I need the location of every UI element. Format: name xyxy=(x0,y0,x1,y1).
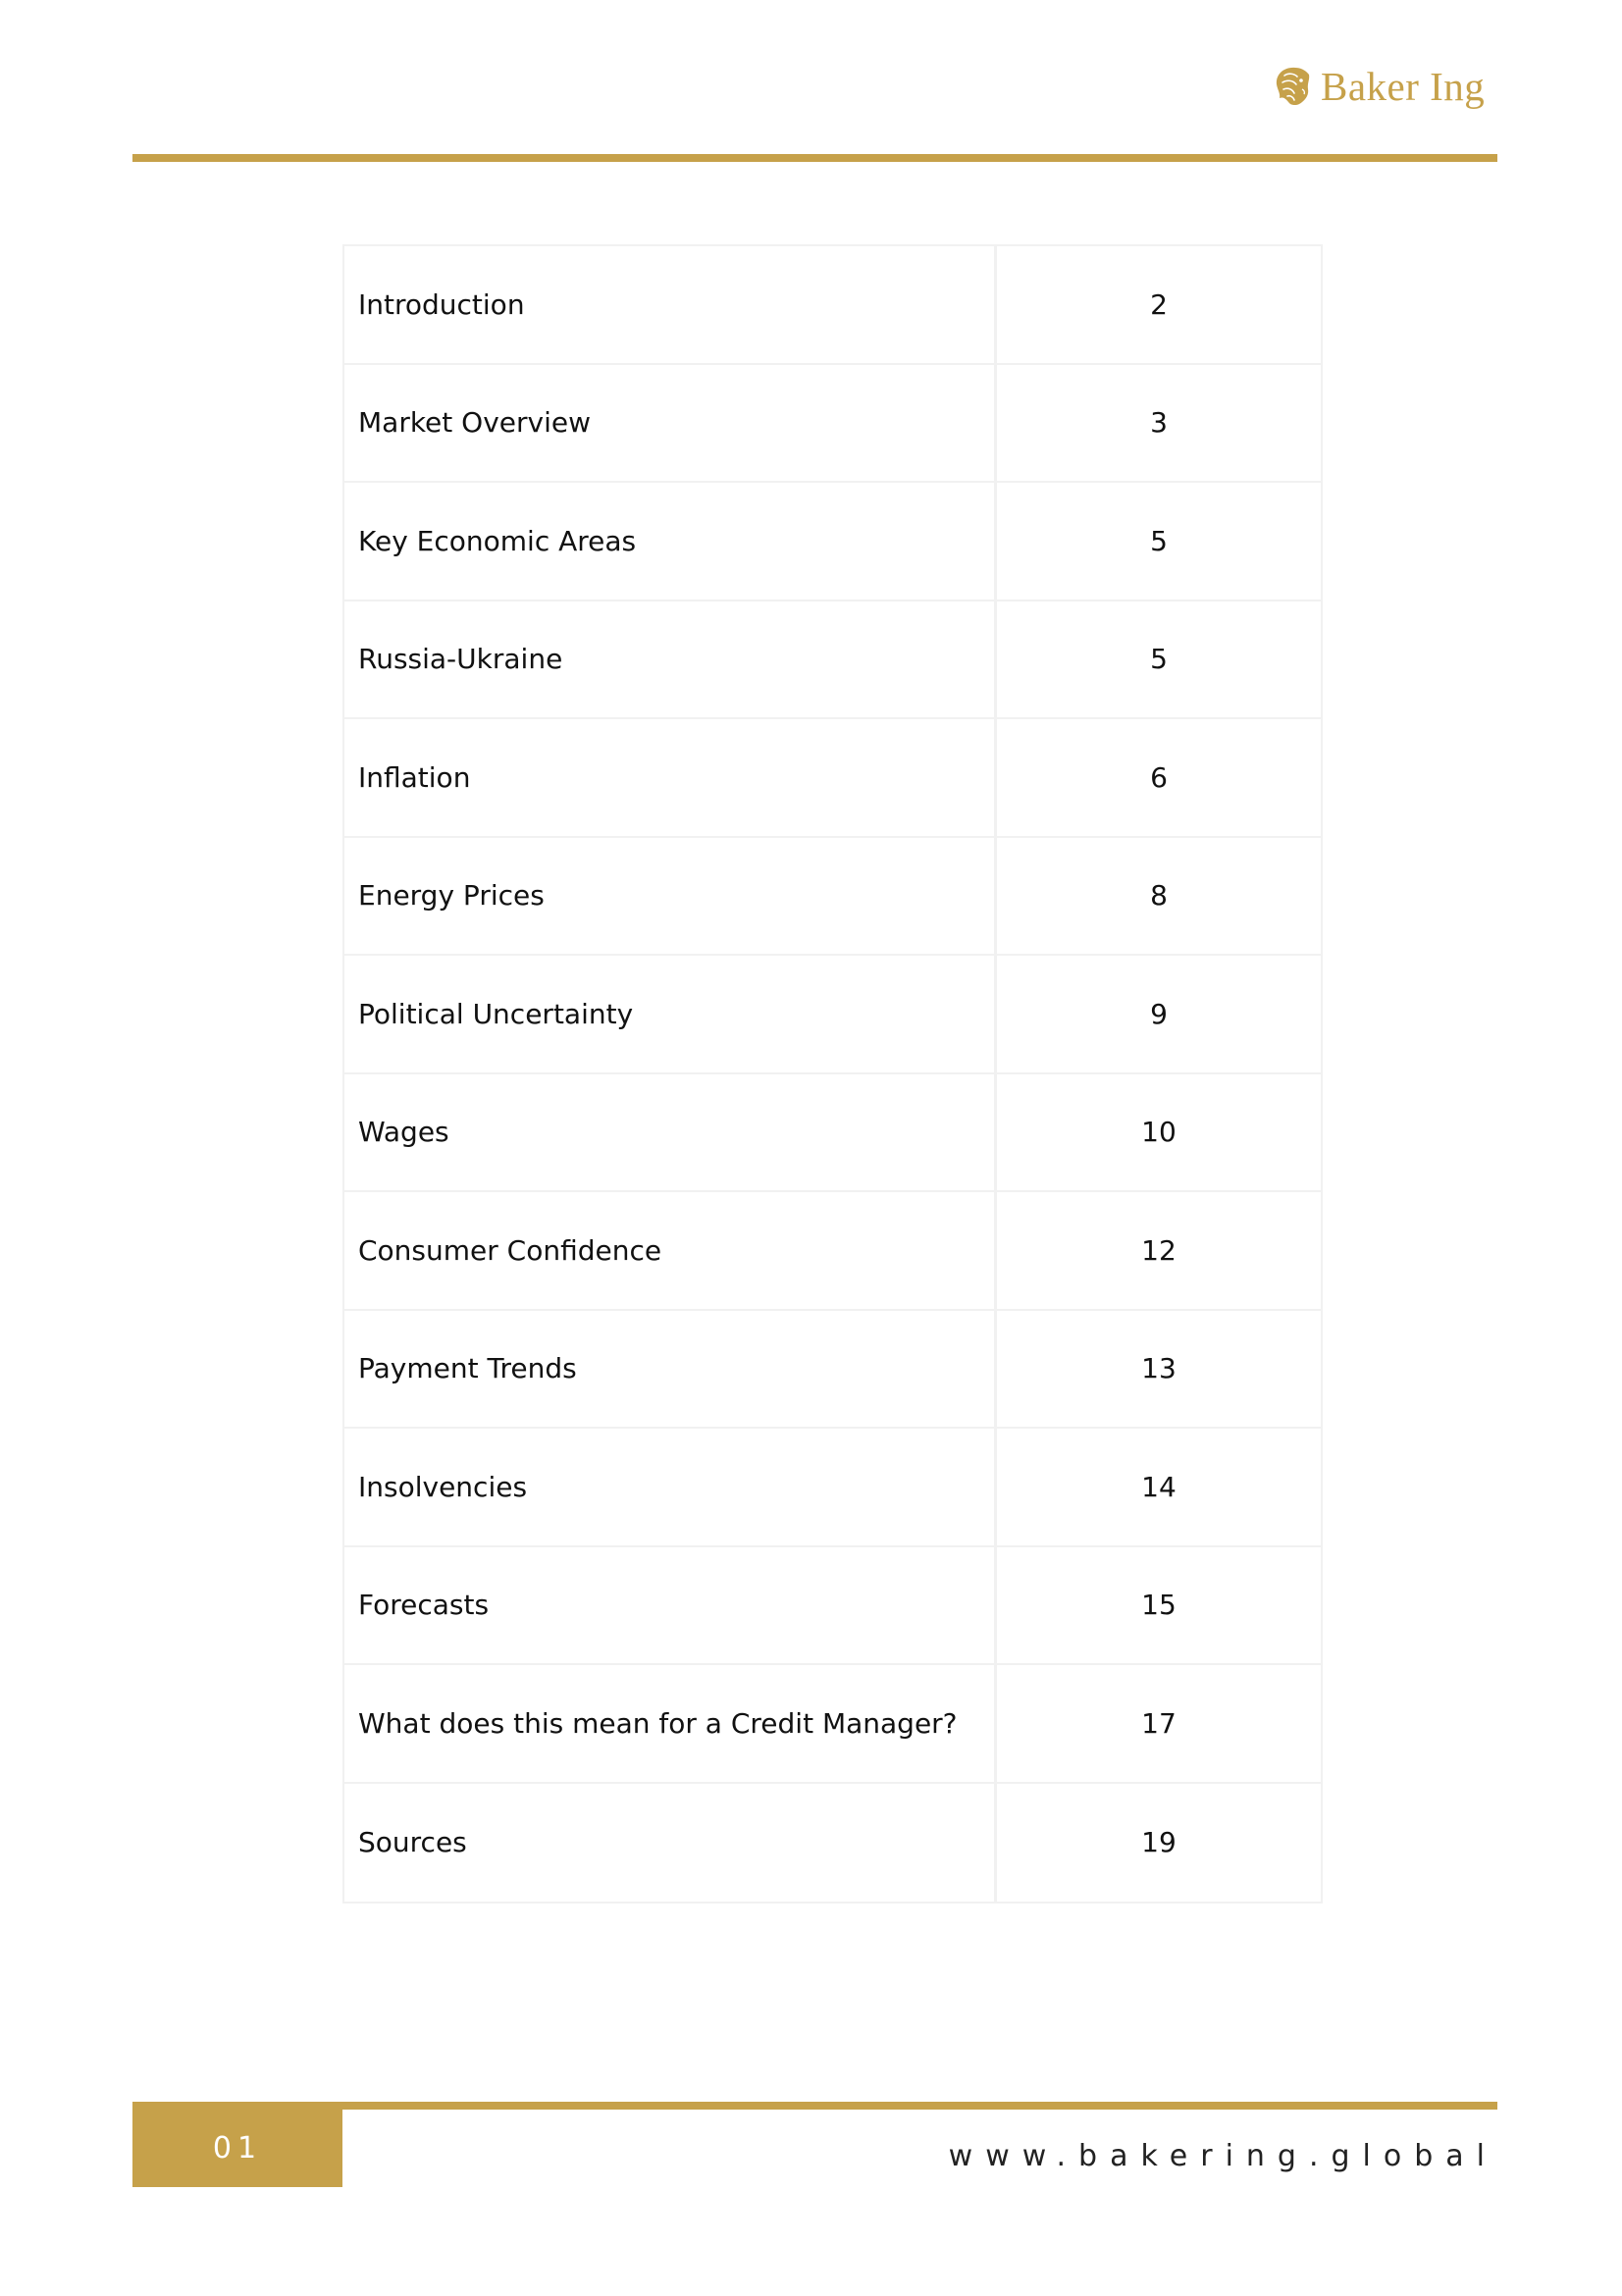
brand-logo xyxy=(1272,57,1485,116)
toc-row[interactable] xyxy=(344,1547,1321,1666)
toc-entry-title: Key Economic Areas xyxy=(344,483,997,600)
toc-entry-page: 5 xyxy=(1150,643,1168,676)
toc-entry-page: 12 xyxy=(1141,1233,1177,1267)
toc-row[interactable] xyxy=(344,1429,1321,1547)
page-number-box xyxy=(132,2102,342,2187)
toc-entry-title: What does this mean for a Credit Manager? xyxy=(344,1665,997,1782)
toc-entry-title: Forecasts xyxy=(344,1547,997,1664)
toc-entry-title: Sources xyxy=(344,1784,997,1903)
toc-row[interactable] xyxy=(344,719,1321,838)
toc-entry-title: Inflation xyxy=(344,719,997,836)
toc-entry-page: 2 xyxy=(1150,287,1168,321)
toc-entry-title: Wages xyxy=(344,1074,997,1191)
toc-row[interactable] xyxy=(344,483,1321,601)
toc-entry-page: 19 xyxy=(1141,1826,1177,1859)
toc-entry-title: Market Overview xyxy=(344,365,997,482)
toc-entry-page: 13 xyxy=(1141,1352,1177,1385)
toc-row[interactable] xyxy=(344,1192,1321,1311)
toc-entry-title: Introduction xyxy=(344,246,997,363)
toc-row[interactable] xyxy=(344,365,1321,484)
toc-entry-title: Payment Trends xyxy=(344,1311,997,1428)
toc-row[interactable] xyxy=(344,1784,1321,1903)
toc-entry-page: 10 xyxy=(1141,1116,1177,1149)
toc-row[interactable] xyxy=(344,246,1321,365)
toc-entry-title: Consumer Confidence xyxy=(344,1192,997,1309)
toc-entry-page: 5 xyxy=(1150,524,1168,557)
toc-entry-page: 8 xyxy=(1150,879,1168,913)
toc-row[interactable] xyxy=(344,1665,1321,1784)
toc-row[interactable] xyxy=(344,1074,1321,1193)
toc-entry-page: 9 xyxy=(1150,997,1168,1030)
toc-entry-title: Insolvencies xyxy=(344,1429,997,1545)
toc-row[interactable] xyxy=(344,956,1321,1074)
toc-entry-page: 14 xyxy=(1141,1470,1177,1503)
toc-entry-title: Energy Prices xyxy=(344,838,997,955)
table-of-contents xyxy=(342,244,1323,1904)
toc-row[interactable] xyxy=(344,601,1321,720)
toc-entry-page: 3 xyxy=(1150,406,1168,440)
toc-entry-page: 15 xyxy=(1141,1589,1177,1622)
toc-entry-page: 6 xyxy=(1150,760,1168,794)
toc-entry-page: 17 xyxy=(1141,1706,1177,1740)
lion-head-icon xyxy=(1272,64,1313,109)
brand-name: Baker Ing xyxy=(1321,64,1486,109)
header-divider xyxy=(132,154,1497,162)
website-link[interactable]: www.bakering.global xyxy=(948,2139,1497,2173)
page-number: 01 xyxy=(212,2131,263,2166)
toc-entry-title: Political Uncertainty xyxy=(344,956,997,1072)
toc-row[interactable] xyxy=(344,838,1321,957)
toc-entry-title: Russia-Ukraine xyxy=(344,601,997,718)
toc-row[interactable] xyxy=(344,1311,1321,1430)
